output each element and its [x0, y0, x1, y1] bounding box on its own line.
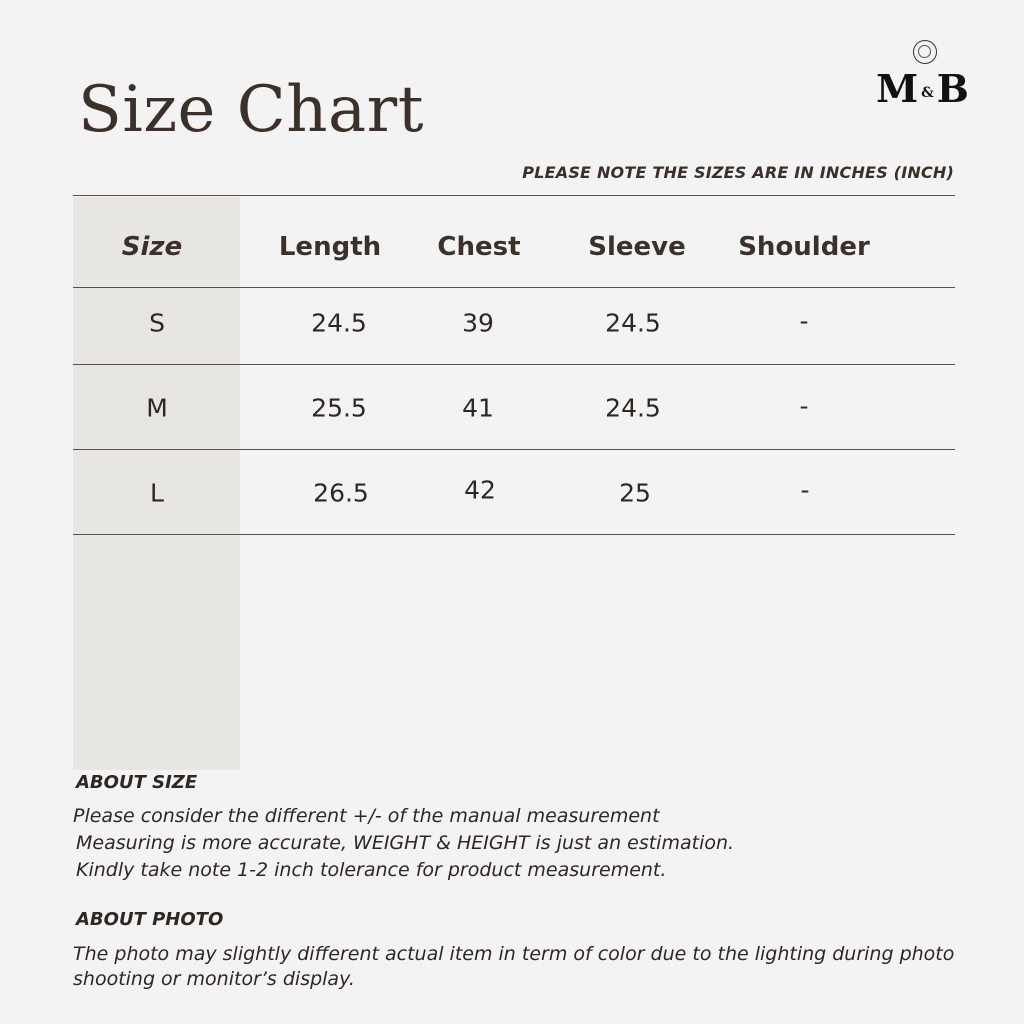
table-divider [73, 287, 955, 288]
page-title: Size Chart [78, 73, 424, 147]
table-cell-shoulder: - [799, 306, 809, 336]
units-note: PLEASE NOTE THE SIZES ARE IN INCHES (INCH) [522, 163, 954, 182]
header-sleeve: Sleeve [588, 232, 686, 262]
table-divider [73, 364, 955, 365]
table-divider [73, 195, 955, 196]
about-photo-line: The photo may slightly different actual item in term of color due to the lighting during photo [73, 943, 955, 965]
table-divider [73, 534, 955, 535]
table-cell-sleeve: 24.5 [605, 308, 661, 338]
header-chest: Chest [437, 232, 521, 262]
about-photo-line: shooting or monitor’s display. [73, 968, 355, 990]
table-cell-chest: 41 [462, 393, 494, 423]
header-shoulder: Shoulder [738, 232, 870, 262]
table-cell-shoulder: - [800, 475, 810, 505]
table-divider [73, 449, 955, 450]
brand-logo [870, 40, 980, 118]
about-size-heading: ABOUT SIZE [76, 772, 198, 793]
about-size-line: Please consider the different +/- of the manual measurement [73, 805, 660, 827]
about-size-line: Measuring is more accurate, WEIGHT & HEIGHT is just an estimation. [76, 832, 735, 854]
table-cell-length: 25.5 [311, 393, 367, 423]
table-cell-length: 24.5 [311, 308, 367, 338]
table-cell-shoulder: - [799, 391, 809, 421]
table-cell-chest: 42 [464, 475, 496, 505]
table-cell-length: 26.5 [313, 478, 369, 508]
table-cell-size: L [150, 478, 164, 508]
header-size: Size [121, 232, 183, 262]
about-photo-heading: ABOUT PHOTO [76, 909, 224, 930]
seal-icon [913, 40, 937, 64]
table-cell-sleeve: 24.5 [605, 393, 661, 423]
logo-wordmark: M &B [876, 66, 970, 111]
about-size-line: Kindly take note 1-2 inch tolerance for product measurement. [76, 859, 667, 881]
table-cell-size: M [146, 393, 168, 423]
table-cell-size: S [149, 308, 165, 338]
table-cell-chest: 39 [462, 308, 494, 338]
header-length: Length [278, 232, 382, 262]
table-cell-sleeve: 25 [619, 478, 651, 508]
